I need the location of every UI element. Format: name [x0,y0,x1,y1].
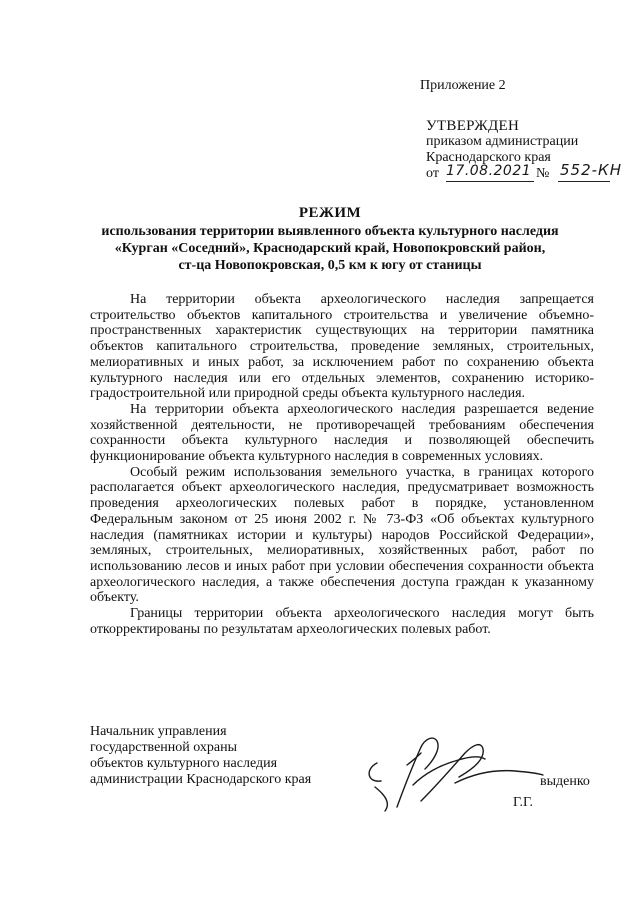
order-line [426,161,622,186]
body-paragraph-3: Особый режим использования земельного участка, в границах которого располагается объект археологического наследия, предусматривает возможность проведения археологических полевых работ в порядке, установленном Федеральным законом от 25 июня 2002 г. № 73-ФЗ «Об объектах культурного наследия (памятниках истории и культуры) народов Российской Федерации», земляных, строительных, мелиоративных, хозяйственных работ, работ по использованию лесов и иных работ при условии обеспечения сохранности объекта археологического наследия, а также обеспечения доступа граждан к указанному объекту. [90,464,594,606]
signer-position-line-2: государственной охраны [90,740,238,755]
appendix-label: Приложение 2 [420,78,506,93]
approved-line-1: приказом администрации [426,134,579,149]
approved-title: УТВЕРЖДЕН [426,118,520,134]
signer-surname: выденко [540,774,590,789]
document-subtitle-line-2: «Курган «Соседний», Краснодарский край, Новопокровский район, [114,241,546,256]
body-paragraph-2: На территории объекта археологического наследия разрешается ведение хозяйственной деятельности, не противоречащей требованиям обеспечения сохранности объекта культурного наследия и позволяющей обеспечить функционирование объекта культурного наследия в современных условиях. [90,401,594,465]
order-number-underline [558,181,610,182]
document-body [90,292,594,637]
approval-block [426,118,622,186]
document-title: РЕЖИМ [298,205,362,221]
document-subtitle-line-3: ст-ца Новопокровская, 0,5 км к югу от станицы [178,258,482,273]
body-paragraph-1: На территории объекта археологического наследия запрещается строительство объектов капитального строительства и увеличение объемно-пространственных характеристик существующих на территории памятника объектов капитального строительства, проведение земляных, строительных, мелиоративных и иных работ, за исключением работ по сохранению объекта культурного наследия или его отдельных элементов, сохранению историко-градостроительной или природной среды объекта культурного наследия. [90,292,594,402]
order-number-label: № [536,166,550,181]
document-subtitle-line-1: использования территории выявленного объекта культурного наследия [101,224,559,239]
signer-position-line-1: Начальник управления [90,724,227,739]
signer-initials: Г.Г. [513,795,534,810]
signer-position-block [90,724,311,788]
approved-line-2: Краснодарского края [426,150,551,165]
document-title-block [60,205,600,274]
order-number-handwritten: 552-КН [560,161,622,179]
signer-position-line-4: администрации Краснодарского края [90,772,312,787]
order-date-underline [446,181,534,182]
body-paragraph-4: Границы территории объекта археологического наследия могут быть откорректированы по результатам археологических полевых работ. [90,606,594,637]
order-prefix: от [426,166,439,181]
signer-position-line-3: объектов культурного наследия [90,756,278,771]
order-date-handwritten: 17.08.2021 [446,163,532,179]
